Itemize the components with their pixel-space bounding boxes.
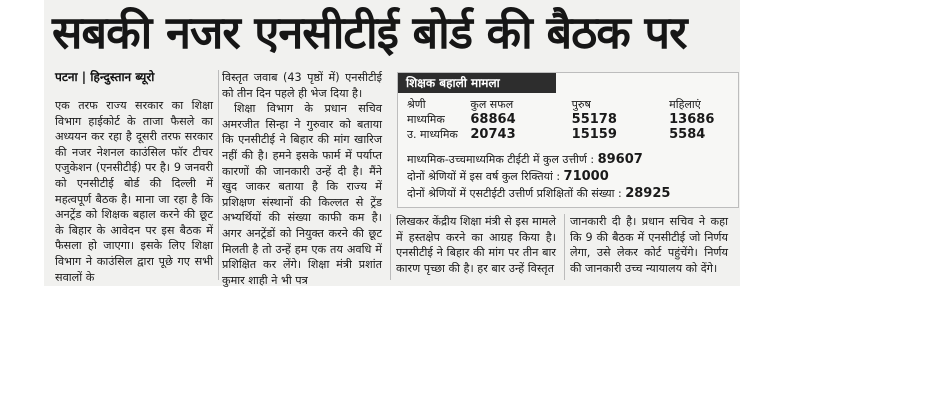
summary-value: 71000 <box>563 169 609 184</box>
column-divider <box>390 214 391 280</box>
table-header: महिलाएं <box>669 98 701 111</box>
table-header-row <box>407 97 738 112</box>
byline: पटना | हिन्दुस्तान ब्यूरो <box>55 70 155 84</box>
summary-label: दोनों श्रेणियों में एसटीईटी उत्तीर्ण प्रशिक्षितों की संख्या : <box>407 187 622 200</box>
table-header: श्रेणी <box>407 98 426 111</box>
article-column-1 <box>55 98 213 285</box>
article-paragraph: जानकारी दी है। प्रधान सचिव ने कहा कि 9 की बैठक में एनसीटीई जो निर्णय लेगा, उसे लेकर कोर्ट पहुंचेंगे। निर्णय की जानकारी उच्च न्यायालय को देंगे। <box>570 215 728 275</box>
article-column-2 <box>222 70 382 288</box>
article-paragraph: शिक्षा विभाग के प्रधान सचिव अमरजीत सिन्हा ने गुरुवार को बताया कि एनसीटीई ने बिहार की मांग खारिज नहीं की है। हमने इसके फार्म में पर्याप्त कारणों की जानकारी उन्हें दी है। मैंने खुद जाकर बताया है कि राज्य में प्रशिक्षण संस्थानों की किल्लत से ट्रेंड अभ्यर्थियों की संख्या काफी कम है। अगर अनट्रेंडों को नियुक्त करने की छूट मिलती है तो उन्हें हम एक तय अवधि में प्रशिक्षित कर लेंगे। शिक्षा मंत्री प्रशांत कुमार शाही ने भी पत्र <box>222 102 382 287</box>
table-cell: 55178 <box>571 112 617 127</box>
table-row <box>407 112 738 127</box>
table-cell: माध्यमिक <box>407 113 445 126</box>
summary-value: 28925 <box>625 186 671 201</box>
info-box <box>397 72 739 208</box>
article-paragraph: लिखकर केंद्रीय शिक्षा मंत्री से इस मामले में हस्तक्षेप करने का आग्रह किया है। एनसीटीई ने बिहार की मांग पर तीन बार कारण पृच्छा की है। हर बार उन्हें विस्तृत <box>396 215 556 275</box>
article-paragraph: एक तरफ राज्य सरकार का शिक्षा विभाग हाईकोर्ट के ताजा फैसले का अध्ययन कर रहा है दूसरी तरफ सरकार की नजर नेशनल काउंसिल फॉर टीचर एजुकेशन (एनसीटीई) पर है। 9 जनवरी को एनसीटीई बोर्ड की दिल्ली में महत्वपूर्ण बैठक है। माना जा रहा है कि अनट्रेंड को शिक्षक बहाल करने की छूट के बिहार के आवेदन पर इस बैठक में फैसला हो जाएगा। इसके लिए शिक्षा विभाग ने काउंसिल द्वारा पूछे गए सभी सवालों के <box>55 99 213 284</box>
column-divider <box>218 70 219 280</box>
table-cell: 13686 <box>669 112 715 127</box>
summary-line <box>407 152 643 167</box>
summary-line <box>407 169 609 184</box>
table-cell: 20743 <box>470 127 516 142</box>
info-box-title: शिक्षक बहाली मामला <box>398 73 556 93</box>
article-paragraph: विस्तृत जवाब (43 पृष्ठों में) एनसीटीई को तीन दिन पहले ही भेज दिया है। <box>222 71 382 100</box>
table-row <box>407 127 738 142</box>
info-table <box>407 97 738 142</box>
summary-value: 89607 <box>597 152 643 167</box>
headline: सबकी नजर एनसीटीई बोर्ड की बैठक पर <box>52 6 687 59</box>
table-header: पुरुष <box>571 98 591 111</box>
table-cell: 68864 <box>470 112 516 127</box>
table-cell: 15159 <box>571 127 617 142</box>
table-cell: 5584 <box>669 127 706 142</box>
summary-label: दोनों श्रेणियों में इस वर्ष कुल रिक्तियां : <box>407 170 561 183</box>
table-header: कुल सफल <box>470 98 514 111</box>
summary-label: माध्यमिक-उच्चमाध्यमिक टीईटी में कुल उत्तीर्ण : <box>407 153 595 166</box>
column-divider <box>564 214 565 280</box>
article-column-3 <box>396 214 556 276</box>
article-column-4 <box>570 214 728 276</box>
table-cell: उ. माध्यमिक <box>407 128 458 141</box>
summary-line <box>407 186 670 201</box>
